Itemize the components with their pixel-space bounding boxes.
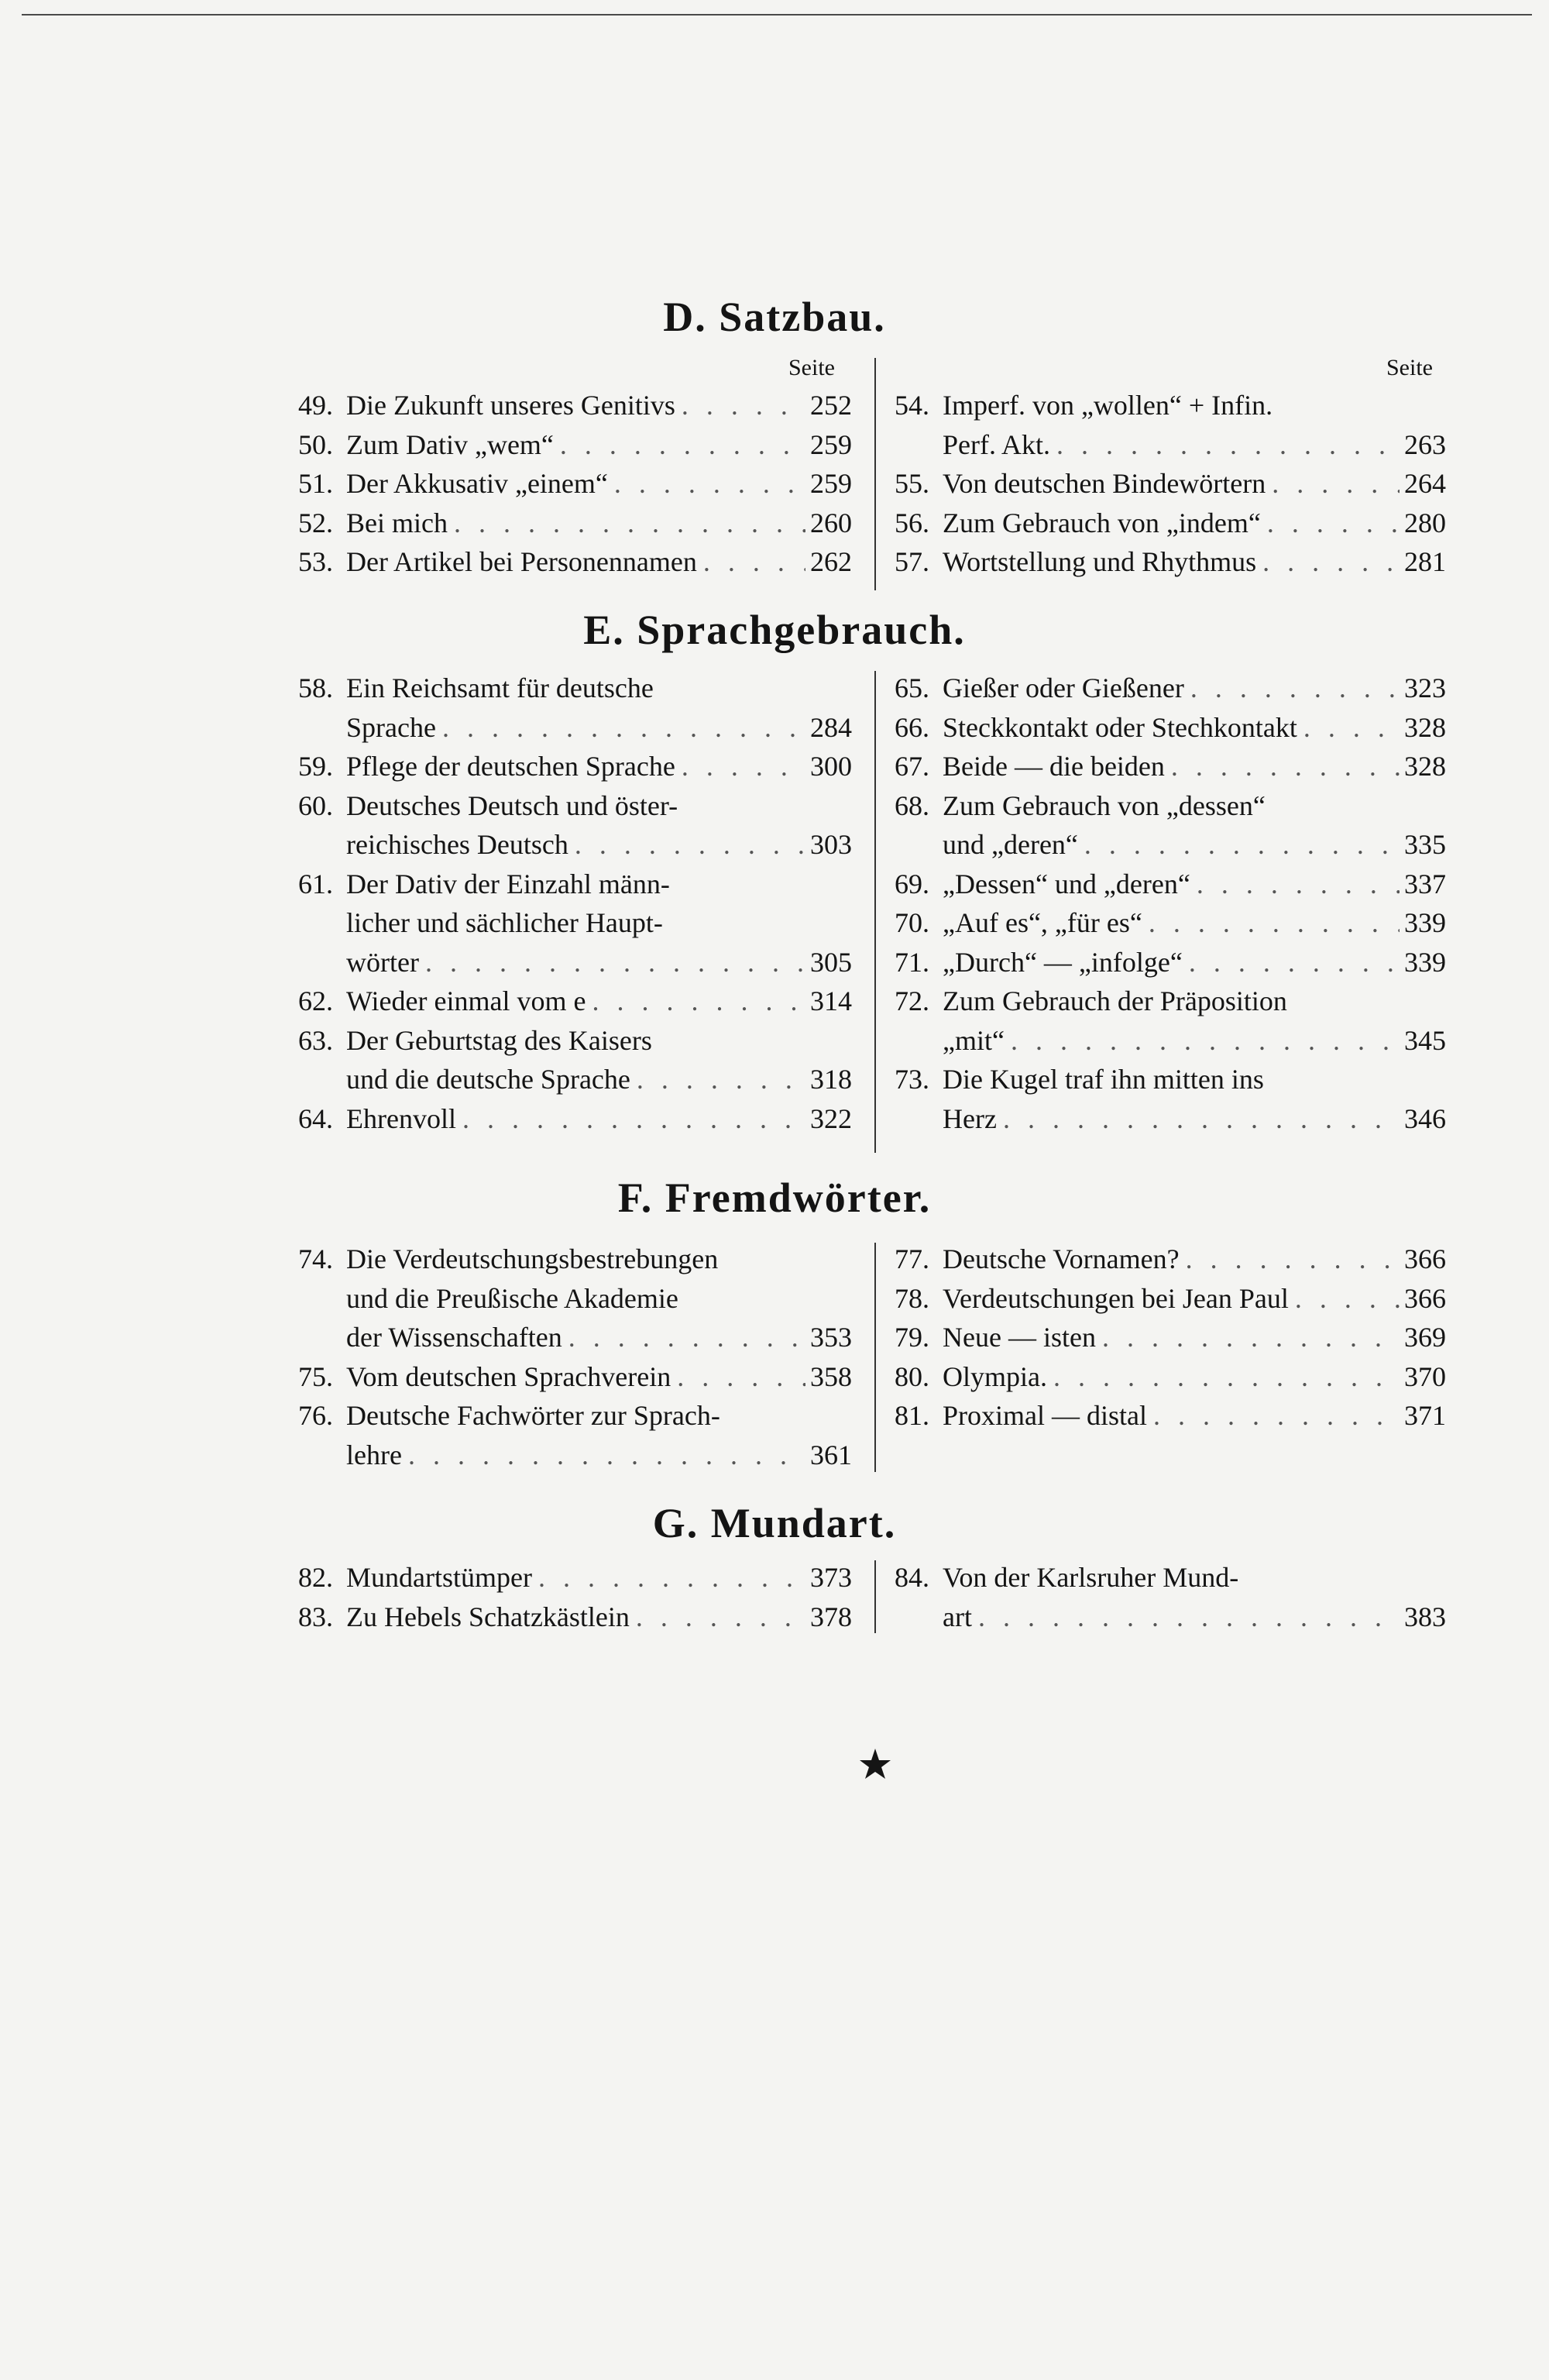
entry-title: Bei mich <box>346 507 448 538</box>
entry-title: Imperf. von „wollen“ + Infin. <box>943 390 1273 421</box>
dot-leader <box>630 1060 805 1099</box>
entry-title: Sprache <box>346 711 436 743</box>
entry-number: 71. <box>895 946 929 978</box>
entry-title: „Dessen“ und „deren“ <box>943 868 1190 899</box>
page-number: 281 <box>1404 546 1446 577</box>
page-number: 345 <box>1404 1024 1446 1056</box>
toc-entry-line <box>895 982 1446 1021</box>
entry-title: Wieder einmal vom e <box>346 985 586 1016</box>
toc-entry <box>298 982 852 1021</box>
entry-title: Der Artikel bei Personennamen <box>346 546 697 577</box>
toc-entry-line <box>895 865 1446 904</box>
entry-title: Zu Hebels Schatzkästlein <box>346 1601 630 1632</box>
page-number: 335 <box>1404 829 1446 860</box>
toc-entry <box>298 386 852 425</box>
toc-entry <box>298 1357 852 1397</box>
dot-leader <box>554 425 805 465</box>
entry-number: 62. <box>298 985 333 1016</box>
page-number: 259 <box>810 428 852 460</box>
entry-number: 84. <box>895 1562 929 1593</box>
page-number: 314 <box>810 985 852 1016</box>
page-number: 370 <box>1404 1360 1446 1392</box>
entry-number: 57. <box>895 546 929 577</box>
toc-entry-line <box>298 1240 852 1279</box>
toc-entry-line <box>298 943 852 982</box>
page-number: 369 <box>1404 1322 1446 1353</box>
entry-number: 82. <box>298 1562 333 1593</box>
toc-entry-line <box>298 669 852 708</box>
toc-entry-line <box>298 1021 852 1061</box>
page-number: 366 <box>1404 1282 1446 1314</box>
toc-entry <box>895 747 1446 786</box>
entry-title: Zum Dativ „wem“ <box>346 428 554 460</box>
toc-entry-line <box>895 425 1446 465</box>
toc-entry-line <box>298 1318 852 1357</box>
entry-number: 63. <box>298 1024 333 1056</box>
section-title-e: E. Sprachgebrauch. <box>583 607 966 653</box>
page-number: 322 <box>810 1102 852 1134</box>
toc-entry-line <box>895 943 1446 982</box>
dot-leader <box>1183 943 1400 982</box>
entry-title: lehre <box>346 1439 402 1470</box>
entry-number: 73. <box>895 1064 929 1095</box>
entry-title: Proximal — distal <box>943 1400 1147 1431</box>
dot-leader <box>562 1318 805 1357</box>
page-number: 259 <box>810 468 852 499</box>
toc-entry <box>298 1021 852 1099</box>
entry-title: Steckkontakt oder Stechkontakt <box>943 711 1297 743</box>
dot-leader <box>448 504 805 543</box>
dot-leader <box>1266 464 1400 504</box>
entry-number: 58. <box>298 672 333 703</box>
dot-leader <box>671 1357 805 1397</box>
page-number: 300 <box>810 751 852 782</box>
column-divider <box>874 671 876 1153</box>
toc-entry-line <box>298 1279 852 1319</box>
toc-entry <box>298 542 852 582</box>
toc-entry <box>895 669 1446 708</box>
dot-leader <box>972 1598 1400 1637</box>
entry-number: 67. <box>895 751 929 782</box>
toc-entry-line <box>298 865 852 904</box>
entry-number: 69. <box>895 868 929 899</box>
toc-entry <box>895 708 1446 748</box>
dot-leader <box>1142 903 1400 943</box>
entry-title: Deutsche Fachwörter zur Sprach- <box>346 1400 720 1431</box>
dot-leader <box>1184 669 1400 708</box>
toc-entry <box>895 1240 1446 1279</box>
toc-entry <box>298 1099 852 1139</box>
section-title-d: D. Satzbau. <box>663 294 886 340</box>
toc-entry-line <box>895 1021 1446 1061</box>
toc-entry-line <box>895 1240 1446 1279</box>
toc-entry-line <box>895 1099 1446 1139</box>
entry-number: 72. <box>895 985 929 1016</box>
dot-leader <box>586 982 805 1021</box>
toc-entry-line <box>298 1099 852 1139</box>
toc-entry-line <box>895 825 1446 865</box>
entry-title: Pflege der deutschen Sprache <box>346 751 675 782</box>
entry-number: 64. <box>298 1102 333 1134</box>
entry-number: 53. <box>298 546 333 577</box>
toc-entry-line <box>895 786 1446 826</box>
toc-entry-line <box>298 903 852 943</box>
entry-number: 56. <box>895 507 929 538</box>
page-number: 337 <box>1404 868 1446 899</box>
toc-entry-line <box>298 386 852 425</box>
toc-entry <box>895 542 1446 582</box>
entry-title: Deutsche Vornamen? <box>943 1243 1180 1274</box>
page-number: 303 <box>810 829 852 860</box>
entry-title: reichisches Deutsch <box>346 829 568 860</box>
toc-entry <box>298 747 852 786</box>
toc-entry-line <box>298 1060 852 1099</box>
toc-entry <box>895 1060 1446 1138</box>
toc-entry <box>895 982 1446 1060</box>
entry-title: und die Preußische Akademie <box>346 1282 678 1314</box>
dot-leader <box>1047 1357 1400 1397</box>
toc-entry-line <box>895 1060 1446 1099</box>
section-g-left-column <box>298 1558 852 1636</box>
dot-leader <box>1078 825 1400 865</box>
toc-entry <box>895 865 1446 904</box>
entry-title: Wortstellung und Rhythmus <box>943 546 1257 577</box>
entry-number: 68. <box>895 789 929 821</box>
dot-leader <box>1147 1396 1400 1436</box>
toc-entry <box>298 425 852 465</box>
toc-entry <box>895 1279 1446 1319</box>
page-number: 353 <box>810 1322 852 1353</box>
toc-entry <box>298 1598 852 1637</box>
entry-title: Der Dativ der Einzahl männ- <box>346 868 670 899</box>
section-d-right-column <box>895 386 1446 582</box>
entry-title: Deutsches Deutsch und öster- <box>346 789 678 821</box>
page-number: 378 <box>810 1601 852 1632</box>
toc-entry-line <box>895 542 1446 582</box>
entry-title: „mit“ <box>943 1024 1005 1056</box>
toc-entry <box>895 504 1446 543</box>
entry-title: Vom deutschen Sprachverein <box>346 1360 671 1392</box>
seite-label-right: Seite <box>1386 355 1433 380</box>
entry-number: 61. <box>298 868 333 899</box>
entry-title: Von der Karlsruher Mund- <box>943 1562 1239 1593</box>
page-number: 371 <box>1404 1400 1446 1431</box>
dot-leader <box>1297 708 1400 748</box>
page-number: 366 <box>1404 1243 1446 1274</box>
toc-entry-line <box>298 982 852 1021</box>
entry-number: 81. <box>895 1400 929 1431</box>
column-divider <box>874 1243 876 1472</box>
column-divider <box>874 358 876 590</box>
toc-entry-line <box>298 425 852 465</box>
toc-entry <box>895 1357 1446 1397</box>
toc-entry <box>298 1396 852 1474</box>
toc-entry-line <box>895 669 1446 708</box>
column-divider <box>874 1560 876 1633</box>
entry-number: 83. <box>298 1601 333 1632</box>
entry-title: licher und sächlicher Haupt- <box>346 907 663 938</box>
toc-entry-line <box>298 1558 852 1598</box>
dot-leader <box>568 825 805 865</box>
toc-entry-line <box>298 542 852 582</box>
page-number: 284 <box>810 711 852 743</box>
entry-number: 51. <box>298 468 333 499</box>
entry-title: und die deutsche Sprache <box>346 1064 630 1095</box>
dot-leader <box>1050 425 1400 465</box>
entry-title: Die Zukunft unseres Genitivs <box>346 390 675 421</box>
page-edge <box>22 14 1532 15</box>
section-g-right-column <box>895 1558 1446 1636</box>
entry-number: 54. <box>895 390 929 421</box>
entry-number: 79. <box>895 1322 929 1353</box>
entry-title: Neue — isten <box>943 1322 1096 1353</box>
entry-number: 60. <box>298 789 333 821</box>
entry-title: Zum Gebrauch der Präposition <box>943 985 1287 1016</box>
toc-entry <box>298 865 852 982</box>
entry-title: art <box>943 1601 972 1632</box>
toc-entry <box>895 1558 1446 1636</box>
toc-entry-line <box>298 708 852 748</box>
dot-leader <box>1261 504 1400 543</box>
page-number: 346 <box>1404 1102 1446 1134</box>
toc-entry <box>298 464 852 504</box>
toc-entry <box>298 1240 852 1357</box>
entry-title: Der Akkusativ „einem“ <box>346 468 608 499</box>
toc-entry-line <box>895 1279 1446 1319</box>
toc-entry <box>298 504 852 543</box>
toc-entry-line <box>895 504 1446 543</box>
star-ornament-icon <box>858 1747 892 1781</box>
dot-leader <box>532 1558 805 1598</box>
entry-title: Mundartstümper <box>346 1562 532 1593</box>
entry-number: 75. <box>298 1360 333 1392</box>
entry-title: und „deren“ <box>943 829 1078 860</box>
entry-title: Perf. Akt. <box>943 428 1050 460</box>
entry-title: Verdeutschungen bei Jean Paul <box>943 1282 1289 1314</box>
page-number: 339 <box>1404 946 1446 978</box>
entry-title: Die Verdeutschungsbestrebungen <box>346 1243 719 1274</box>
dot-leader <box>456 1099 805 1139</box>
toc-entry-line <box>298 747 852 786</box>
entry-title: wörter <box>346 946 419 978</box>
toc-entry-line <box>298 1396 852 1436</box>
toc-entry <box>895 464 1446 504</box>
dot-leader <box>630 1598 805 1637</box>
page-number: 323 <box>1404 672 1446 703</box>
toc-entry <box>298 786 852 865</box>
dot-leader <box>1005 1021 1400 1061</box>
dot-leader <box>436 708 805 748</box>
section-f-left-column <box>298 1240 852 1474</box>
toc-entry <box>298 669 852 747</box>
entry-title: Zum Gebrauch von „dessen“ <box>943 789 1266 821</box>
section-e-right-column <box>895 669 1446 1138</box>
dot-leader <box>608 464 805 504</box>
toc-entry-line <box>895 1357 1446 1397</box>
toc-entry-line <box>298 825 852 865</box>
page-number: 263 <box>1404 428 1446 460</box>
entry-number: 74. <box>298 1243 333 1274</box>
page-number: 361 <box>810 1439 852 1470</box>
entry-number: 66. <box>895 711 929 743</box>
page-number: 373 <box>810 1562 852 1593</box>
toc-entry <box>895 1396 1446 1436</box>
section-d-left-column <box>298 386 852 582</box>
entry-number: 59. <box>298 751 333 782</box>
toc-entry <box>298 1558 852 1598</box>
entry-title: Von deutschen Bindewörtern <box>943 468 1266 499</box>
entry-title: Beide — die beiden <box>943 751 1165 782</box>
entry-number: 77. <box>895 1243 929 1274</box>
entry-title: Die Kugel traf ihn mitten ins <box>943 1064 1264 1095</box>
entry-number: 55. <box>895 468 929 499</box>
page-number: 318 <box>810 1064 852 1095</box>
dot-leader <box>402 1436 805 1475</box>
page-number: 260 <box>810 507 852 538</box>
entry-number: 80. <box>895 1360 929 1392</box>
entry-number: 78. <box>895 1282 929 1314</box>
entry-number: 52. <box>298 507 333 538</box>
dot-leader <box>419 943 805 982</box>
section-title-g: G. Mundart. <box>652 1500 897 1546</box>
entry-number: 70. <box>895 907 929 938</box>
dot-leader <box>1180 1240 1400 1279</box>
entry-number: 76. <box>298 1400 333 1431</box>
entry-title: Der Geburtstag des Kaisers <box>346 1024 652 1056</box>
toc-entry-line <box>298 1436 852 1475</box>
toc-entry-line <box>298 786 852 826</box>
page-number: 328 <box>1404 751 1446 782</box>
entry-number: 49. <box>298 390 333 421</box>
entry-title: Ein Reichsamt für deutsche <box>346 672 654 703</box>
toc-entry-line <box>895 1396 1446 1436</box>
entry-title: Ehrenvoll <box>346 1102 456 1134</box>
section-title-f: F. Fremdwörter. <box>617 1175 932 1221</box>
entry-title: Gießer oder Gießener <box>943 672 1184 703</box>
toc-entry <box>895 786 1446 865</box>
dot-leader <box>1096 1318 1400 1357</box>
entry-title: Olympia. <box>943 1360 1047 1392</box>
dot-leader <box>675 386 805 425</box>
toc-entry-line <box>298 1357 852 1397</box>
toc-entry-line <box>895 1558 1446 1598</box>
toc-entry-line <box>895 747 1446 786</box>
page-number: 280 <box>1404 507 1446 538</box>
toc-entry-line <box>895 1598 1446 1637</box>
toc-entry-line <box>298 504 852 543</box>
entry-title: „Durch“ — „infolge“ <box>943 946 1183 978</box>
page-number: 383 <box>1404 1601 1446 1632</box>
entry-title: Herz <box>943 1102 997 1134</box>
seite-label-left: Seite <box>788 355 835 380</box>
entry-number: 50. <box>298 428 333 460</box>
entry-title: „Auf es“, „für es“ <box>943 907 1142 938</box>
page-number: 252 <box>810 390 852 421</box>
toc-entry-line <box>895 464 1446 504</box>
section-e-left-column <box>298 669 852 1138</box>
section-f-right-column <box>895 1240 1446 1436</box>
toc-entry-line <box>895 386 1446 425</box>
toc-entry-line <box>895 903 1446 943</box>
dot-leader <box>697 542 805 582</box>
dot-leader <box>1165 747 1400 786</box>
entry-title: Zum Gebrauch von „indem“ <box>943 507 1261 538</box>
toc-entry-line <box>895 708 1446 748</box>
dot-leader <box>997 1099 1400 1139</box>
toc-entry <box>895 903 1446 943</box>
page-number: 305 <box>810 946 852 978</box>
dot-leader <box>1190 865 1400 904</box>
toc-entry <box>895 1318 1446 1357</box>
dot-leader <box>675 747 805 786</box>
page-number: 339 <box>1404 907 1446 938</box>
page-number: 264 <box>1404 468 1446 499</box>
dot-leader <box>1289 1279 1400 1319</box>
toc-entry <box>895 386 1446 464</box>
entry-title: der Wissenschaften <box>346 1322 562 1353</box>
toc-entry-line <box>895 1318 1446 1357</box>
toc-entry <box>895 943 1446 982</box>
toc-entry-line <box>298 1598 852 1637</box>
page-number: 328 <box>1404 711 1446 743</box>
toc-entry-line <box>298 464 852 504</box>
entry-number: 65. <box>895 672 929 703</box>
page-number: 262 <box>810 546 852 577</box>
dot-leader <box>1256 542 1400 582</box>
page-number: 358 <box>810 1360 852 1392</box>
